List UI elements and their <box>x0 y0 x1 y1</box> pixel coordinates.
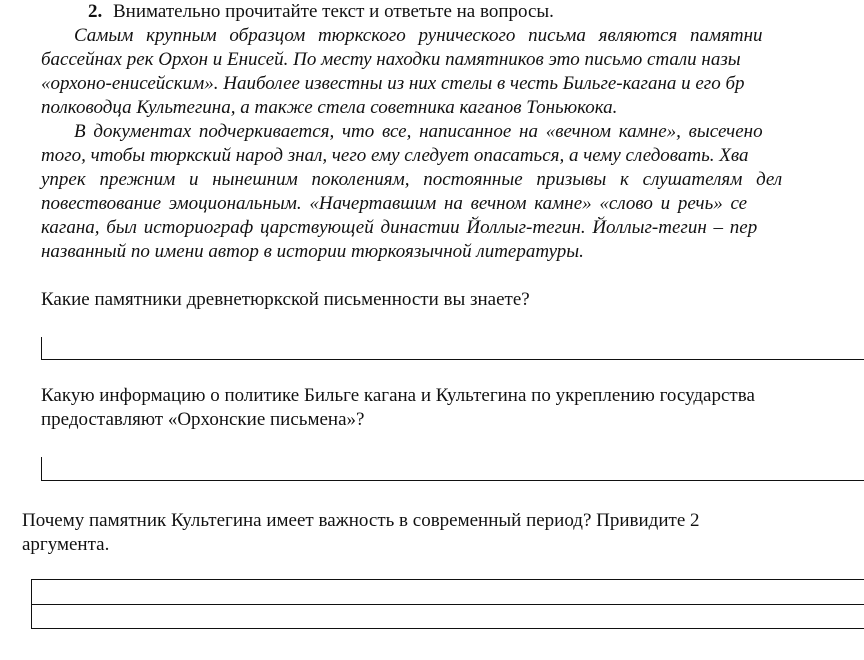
question-1: Какие памятники древнетюркской письменности вы знаете? <box>41 289 530 310</box>
passage-line: повествование эмоциональным. «Начертавшим на вечном камне» «слово и речь» се <box>41 193 748 214</box>
task-number: 2. <box>88 1 103 22</box>
question-3-line-1: Почему памятник Культегина имеет важность в современный период? Привидите 2 <box>22 510 700 531</box>
question-2-line-1: Какую информацию о политике Бильге кагана и Культегина по укреплению государства <box>41 385 755 406</box>
passage-line: В документах подчеркивается, что все, написанное на «вечном камне», высечено <box>74 121 763 142</box>
answer-table <box>31 579 864 629</box>
passage-line: полководца Культегина, а также стела советника каганов Тоньюкока. <box>41 97 618 118</box>
passage-line: «орхоно-енисейским». Наиболее известны из них стелы в честь Бильге-кагана и его бр <box>41 73 745 94</box>
passage-line: кагана, был историограф царствующей династии Йоллыг-тегин. Йоллыг-тегин – пер <box>41 217 758 238</box>
passage-line: Самым крупным образцом тюркского рунического письма являются памятни <box>74 25 763 46</box>
passage-line: бассейнах рек Орхон и Енисей. По месту находки памятников это письмо стали назы <box>41 49 741 70</box>
question-3-line-2: аргумента. <box>22 534 110 555</box>
answer-field-2[interactable] <box>41 457 864 481</box>
task-header <box>88 0 554 24</box>
answer-field-1[interactable] <box>41 337 864 360</box>
answer-table-row-1[interactable] <box>32 580 864 605</box>
passage-line: упрек прежним и нынешним поколениям, постоянные призывы к слушателям дел <box>41 169 783 190</box>
task-instruction: Внимательно прочитайте текст и ответьте на вопросы. <box>113 1 554 22</box>
answer-table-row-2[interactable] <box>32 605 864 629</box>
passage-line: того, чтобы тюркский народ знал, чего ему следует опасаться, а чему следовать. Хва <box>41 145 749 166</box>
passage-line: названный по имени автор в истории тюркоязычной литературы. <box>41 241 584 262</box>
question-2-line-2: предоставляют «Орхонские письмена»? <box>41 409 365 430</box>
